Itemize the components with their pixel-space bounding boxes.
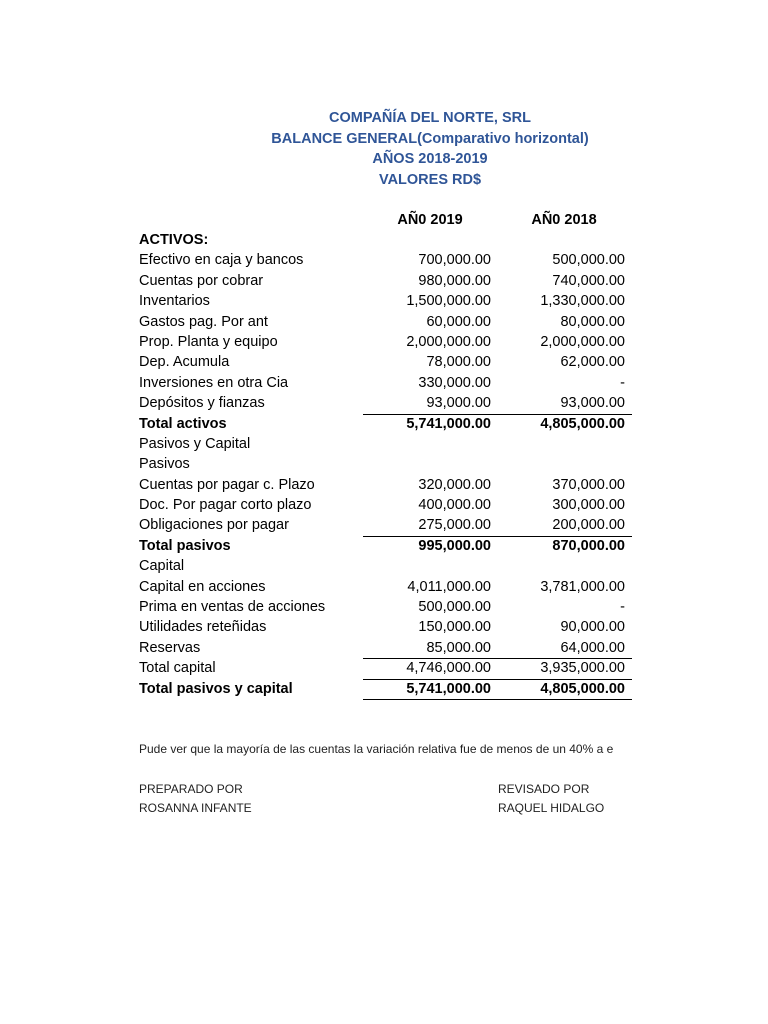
value-2019: 330,000.00 bbox=[418, 374, 491, 391]
row-label: Cuentas por pagar c. Plazo bbox=[139, 476, 315, 493]
row-label: Prop. Planta y equipo bbox=[139, 333, 278, 350]
row-label: Depósitos y fianzas bbox=[139, 395, 265, 412]
row-label: Capital bbox=[139, 558, 185, 575]
table-row bbox=[139, 312, 632, 332]
row-label: ACTIVOS: bbox=[139, 232, 209, 248]
value-2019: 1,500,000.00 bbox=[406, 293, 491, 310]
value-2018: 80,000.00 bbox=[560, 313, 625, 330]
table-row bbox=[139, 393, 632, 413]
report-currency: VALORES RD$ bbox=[378, 171, 482, 188]
reviewed-by-block bbox=[498, 780, 604, 818]
table-row bbox=[139, 556, 632, 576]
row-label: Capital en acciones bbox=[139, 578, 266, 595]
value-2018: 740,000.00 bbox=[552, 272, 625, 289]
report-years: AÑOS 2018-2019 bbox=[372, 151, 488, 167]
row-label: Total pasivos bbox=[139, 537, 231, 554]
value-2019: 4,011,000.00 bbox=[407, 578, 491, 595]
row-label: Efectivo en caja y bancos bbox=[139, 252, 304, 269]
prepared-by-label: PREPARADO POR bbox=[139, 782, 243, 796]
row-label: Total pasivos y capital bbox=[139, 680, 293, 697]
report-title: BALANCE GENERAL(Comparativo horizontal) bbox=[271, 130, 589, 147]
column-header-2018: AÑ0 2018 bbox=[531, 212, 597, 228]
table-row bbox=[139, 638, 632, 658]
table-row bbox=[139, 271, 632, 291]
value-2019: 93,000.00 bbox=[426, 395, 491, 412]
grand-total-row bbox=[139, 679, 632, 699]
value-2018: 870,000.00 bbox=[552, 537, 625, 554]
value-2019: 5,741,000.00 bbox=[406, 415, 491, 432]
table-row bbox=[139, 658, 632, 678]
value-2019: 700,000.00 bbox=[418, 252, 491, 269]
row-label: Inversiones en otra Cia bbox=[139, 374, 289, 391]
row-label: Reservas bbox=[139, 639, 201, 656]
row-label: Inventarios bbox=[139, 293, 210, 310]
value-2019: 60,000.00 bbox=[426, 313, 491, 330]
table-row bbox=[139, 230, 632, 250]
balance-table bbox=[139, 230, 632, 699]
prepared-by-name: ROSANNA INFANTE bbox=[139, 801, 252, 815]
value-2019: 2,000,000.00 bbox=[406, 333, 491, 350]
value-2019: 275,000.00 bbox=[418, 517, 491, 534]
row-label: Gastos pag. Por ant bbox=[139, 313, 268, 330]
reviewed-by-label: REVISADO POR bbox=[498, 782, 590, 796]
value-2019: 995,000.00 bbox=[418, 537, 491, 554]
row-label: Total capital bbox=[139, 660, 216, 677]
total-row bbox=[139, 536, 632, 556]
value-2019: 5,741,000.00 bbox=[406, 680, 491, 697]
row-label: Cuentas por cobrar bbox=[139, 272, 264, 289]
value-2019: 78,000.00 bbox=[426, 354, 491, 371]
table-row bbox=[139, 475, 632, 495]
row-label: Prima en ventas de acciones bbox=[139, 599, 326, 616]
table-row bbox=[139, 291, 632, 311]
table-row bbox=[139, 250, 632, 270]
table-row bbox=[139, 454, 632, 474]
value-2018: 300,000.00 bbox=[552, 497, 625, 514]
table-row bbox=[139, 577, 632, 597]
value-2018: - bbox=[620, 599, 625, 616]
row-label: Utilidades reteñidas bbox=[139, 619, 267, 636]
value-2019: 320,000.00 bbox=[418, 476, 491, 493]
value-2019: 4,746,000.00 bbox=[406, 660, 491, 677]
prepared-by-block bbox=[139, 780, 252, 818]
value-2019: 85,000.00 bbox=[426, 639, 491, 656]
table-row bbox=[139, 515, 632, 535]
value-2018: 64,000.00 bbox=[560, 639, 625, 656]
value-2018: 4,805,000.00 bbox=[540, 415, 625, 432]
value-2018: 90,000.00 bbox=[560, 619, 625, 636]
row-label: Obligaciones por pagar bbox=[139, 517, 289, 534]
row-label: Pasivos y Capital bbox=[139, 435, 251, 452]
row-label: Dep. Acumula bbox=[139, 354, 230, 371]
table-row bbox=[139, 332, 632, 352]
total-row bbox=[139, 414, 632, 434]
value-2018: 4,805,000.00 bbox=[540, 680, 625, 697]
value-2018: 500,000.00 bbox=[552, 252, 625, 269]
table-row bbox=[139, 597, 632, 617]
table-row bbox=[139, 434, 632, 454]
value-2019: 400,000.00 bbox=[418, 497, 491, 514]
value-2018: 370,000.00 bbox=[552, 476, 625, 493]
value-2018: 3,935,000.00 bbox=[540, 660, 625, 677]
value-2018: 93,000.00 bbox=[560, 395, 625, 412]
value-2018: 200,000.00 bbox=[552, 517, 625, 534]
value-2018: 3,781,000.00 bbox=[540, 578, 625, 595]
table-row bbox=[139, 373, 632, 393]
value-2018: 1,330,000.00 bbox=[540, 293, 625, 310]
value-2018: 2,000,000.00 bbox=[540, 333, 625, 350]
value-2019: 500,000.00 bbox=[418, 599, 491, 616]
column-header-2019: AÑ0 2019 bbox=[397, 212, 463, 228]
value-2018: - bbox=[620, 374, 625, 391]
table-row bbox=[139, 352, 632, 372]
value-2018: 62,000.00 bbox=[560, 354, 625, 371]
analysis-note: Pude ver que la mayoría de las cuentas la variación relativa fue de menos de un 40% a e bbox=[139, 742, 614, 756]
company-name: COMPAÑÍA DEL NORTE, SRL bbox=[329, 110, 531, 126]
table-row bbox=[139, 495, 632, 515]
value-2019: 980,000.00 bbox=[418, 272, 491, 289]
document-header bbox=[0, 108, 768, 190]
value-2019: 150,000.00 bbox=[418, 619, 491, 636]
reviewed-by-name: RAQUEL HIDALGO bbox=[498, 801, 605, 815]
table-row bbox=[139, 617, 632, 637]
row-label: Doc. Por pagar corto plazo bbox=[139, 497, 312, 514]
row-label: Total activos bbox=[139, 415, 227, 432]
row-label: Pasivos bbox=[139, 456, 190, 473]
